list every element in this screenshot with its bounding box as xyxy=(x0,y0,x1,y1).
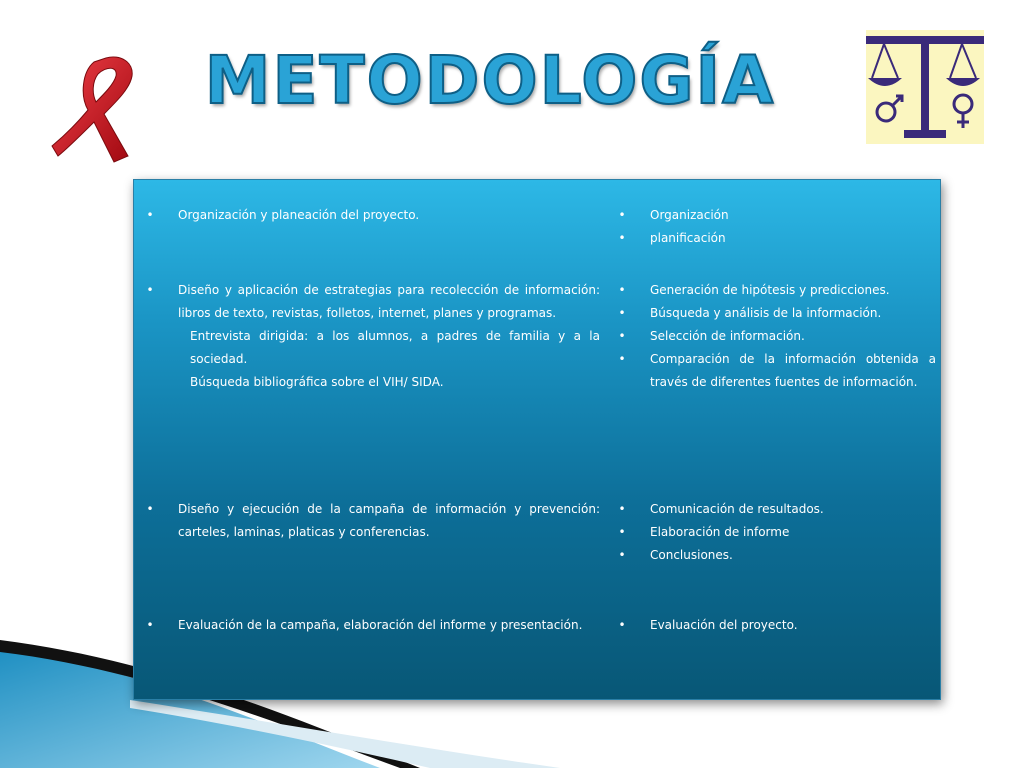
list-item-text: Evaluación del proyecto. xyxy=(650,618,798,632)
sub-item: Entrevista dirigida: a los alumnos, a padres de familia y a la sociedad. xyxy=(190,329,600,366)
list-item xyxy=(144,204,600,227)
list-item xyxy=(144,614,600,637)
red-awareness-ribbon-icon xyxy=(48,52,144,164)
list-item-text: Organización xyxy=(650,208,729,222)
bullet: • xyxy=(146,502,154,516)
list-item-text: Búsqueda y análisis de la información. xyxy=(650,306,882,320)
left-block-2 xyxy=(144,279,600,394)
list-item-text: Comunicación de resultados. xyxy=(650,502,824,516)
list-item-text: Evaluación de la campaña, elaboración del informe y presentación. xyxy=(178,618,583,632)
bullet: • xyxy=(146,283,154,297)
list-item xyxy=(144,498,600,544)
list-item xyxy=(616,325,936,348)
right-block-2 xyxy=(616,279,936,394)
list-item-text: Comparación de la información obtenida a través de diferentes fuentes de información. xyxy=(650,352,936,389)
list-item-text: Conclusiones. xyxy=(650,548,733,562)
list-item-text: Diseño y ejecución de la campaña de información y prevención: carteles, laminas, platicas y conferencias. xyxy=(178,502,600,539)
bullet: • xyxy=(618,329,626,343)
right-block-3 xyxy=(616,498,936,567)
list-item-text: Diseño y aplicación de estrategias para recolección de información: libros de texto, revistas, folletos, internet, planes y programas. xyxy=(178,283,600,320)
list-item xyxy=(616,302,936,325)
left-block-3 xyxy=(144,498,600,544)
bullet: • xyxy=(618,525,626,539)
list-item xyxy=(616,544,936,567)
list-item xyxy=(616,227,936,250)
list-item-text: Generación de hipótesis y predicciones. xyxy=(650,283,890,297)
bullet: • xyxy=(618,352,626,366)
bullet: • xyxy=(618,618,626,632)
left-block-1 xyxy=(144,204,600,227)
bullet: • xyxy=(618,231,626,245)
left-block-4 xyxy=(144,614,600,637)
gender-scales-icon xyxy=(866,30,984,144)
slide-title: METODOLOGÍA xyxy=(204,42,776,119)
bullet: • xyxy=(146,618,154,632)
list-item xyxy=(616,521,936,544)
right-block-4 xyxy=(616,614,936,637)
bullet: • xyxy=(618,548,626,562)
sub-item: Búsqueda bibliográfica sobre el VIH/ SIDA. xyxy=(190,375,444,389)
list-item-text: Organización y planeación del proyecto. xyxy=(178,208,420,222)
list-item-text: Elaboración de informe xyxy=(650,525,790,539)
list-item xyxy=(144,279,600,325)
bullet: • xyxy=(618,306,626,320)
list-item xyxy=(616,348,936,394)
list-item-text: planificación xyxy=(650,231,726,245)
bullet: • xyxy=(618,283,626,297)
list-item xyxy=(616,204,936,227)
methodology-table xyxy=(133,179,941,700)
bullet: • xyxy=(618,502,626,516)
bullet: • xyxy=(146,208,154,222)
right-block-1 xyxy=(616,204,936,250)
list-item xyxy=(616,279,936,302)
bullet: • xyxy=(618,208,626,222)
list-item-text: Selección de información. xyxy=(650,329,805,343)
list-item xyxy=(616,498,936,521)
list-item xyxy=(616,614,936,637)
